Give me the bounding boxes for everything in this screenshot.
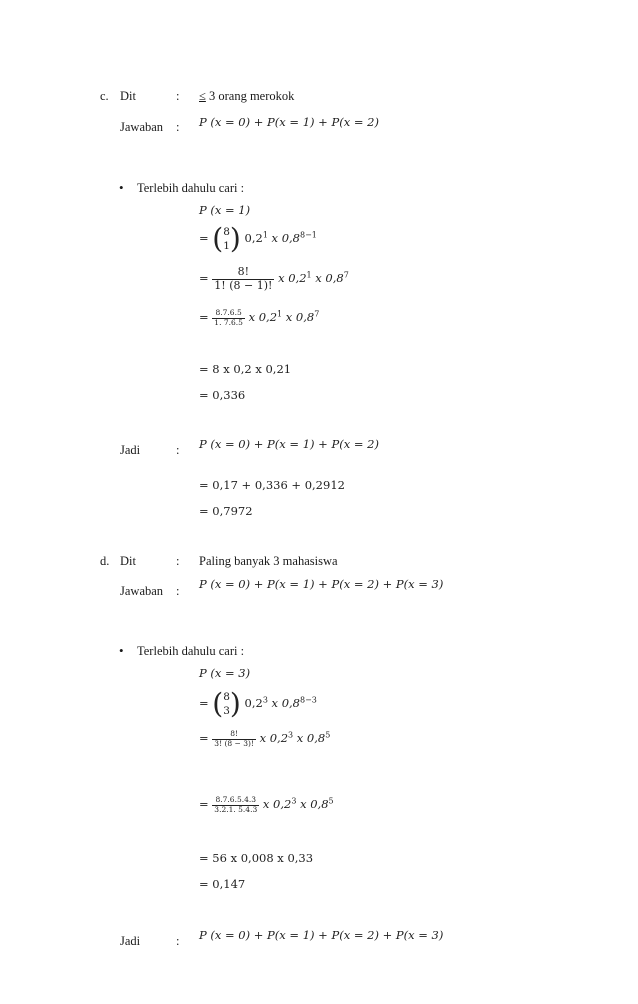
section-c-letter: c.	[100, 89, 109, 103]
section-c-jawaban-expr: P (x = 0) + P(x = 1) + P(x = 2)	[199, 115, 379, 129]
section-c-expanded-line: = $\frac{8.7.6.5}{1. 7.6.5}$ x $0,2^1$ x $0,8^7$	[199, 308, 320, 327]
binom-line-base: 0,2	[244, 696, 263, 711]
binomial-coefficient: (8 3)	[212, 687, 241, 721]
section-d-jadi-label: Jadi	[120, 934, 141, 948]
dit-value-text: 3 orang merokok	[205, 89, 295, 103]
binom-line-exp1: 3	[262, 695, 268, 705]
section-d-product-result: = 0,147	[199, 877, 246, 891]
binom-line-base: 0,2	[244, 231, 263, 246]
factorial-fraction	[212, 266, 274, 292]
section-d-dit-value: Paling banyak 3 mahasiswa	[199, 554, 338, 568]
section-c-dit-label: Dit	[120, 89, 136, 103]
section-c-sum-line: = 0,17 + 0,336 + 0,2912	[199, 478, 345, 492]
section-d-jadi-colon: :	[176, 934, 180, 948]
fraction-denominator: 3.2.1. 5.4.3	[214, 804, 258, 814]
fraction-denominator: 3! (8 − 3)!	[214, 738, 254, 748]
factorial-line-mid: x 0,8	[311, 271, 344, 286]
binom-line-exp2: 8−1	[300, 230, 317, 240]
section-c-jadi-label: Jadi	[120, 443, 141, 457]
factorial-line-exp1: 3	[288, 730, 294, 740]
section-d-px-expr: P (x = 3)	[199, 666, 251, 680]
expanded-line-base: x 0,2	[248, 310, 278, 325]
section-d-factorial-line: = $\frac{8!}{3! (8 - 3)!}$ x $0,2^3$ x $0,8^5$	[199, 729, 331, 748]
section-d-jawaban-colon: :	[176, 584, 180, 598]
section-d-letter: d.	[100, 554, 110, 568]
section-d-jawaban-expr: P (x = 0) + P(x = 1) + P(x = 2) + P(x = 3)	[199, 577, 444, 591]
section-c-jadi-expr: P (x = 0) + P(x = 1) + P(x = 2)	[199, 437, 379, 451]
expanded-line-exp2: 7	[314, 309, 320, 319]
expanded-line-exp1: 3	[291, 796, 297, 806]
section-d-bullet-text: Terlebih dahulu cari :	[137, 644, 245, 658]
fraction-numerator: 8!	[212, 266, 274, 280]
section-c-product-line: = 8 x 0,2 x 0,21	[199, 362, 292, 376]
factorial-line-exp2: 7	[343, 270, 349, 280]
binom-line-exp2: 8−3	[300, 695, 317, 705]
expanded-fraction	[212, 309, 245, 327]
expanded-line-exp2: 5	[328, 796, 334, 806]
fraction-denominator: 1. 7.6.5	[214, 317, 243, 327]
section-c-bullet-text: Terlebih dahulu cari :	[137, 181, 245, 195]
factorial-line-exp1: 1	[306, 270, 312, 280]
expanded-line-base: x 0,2	[262, 797, 292, 812]
section-d-bullet-icon: •	[119, 643, 124, 658]
section-c-factorial-line: = $\frac{8!}{1! (8 - 1)!}$ x $0,2^1$ x $0,8^7$	[199, 265, 349, 292]
fraction-numerator: 8.7.6.5.4.3	[212, 796, 259, 806]
binom-bottom: 1	[223, 240, 230, 253]
section-c-bullet-icon: •	[119, 180, 124, 195]
section-d-dit-colon: :	[176, 554, 180, 568]
section-d-jadi-expr: P (x = 0) + P(x = 1) + P(x = 2) + P(x = 3)	[199, 928, 444, 942]
section-c-jawaban-colon: :	[176, 120, 180, 134]
less-equal-symbol: ≤	[199, 89, 206, 103]
factorial-line-mid: x 0,8	[293, 731, 326, 746]
expanded-line-mid: x 0,8	[282, 310, 315, 325]
factorial-line-base: x 0,2	[278, 271, 307, 286]
factorial-fraction	[212, 730, 256, 748]
fraction-numerator: 8.7.6.5	[212, 309, 245, 319]
binom-top: 8	[223, 226, 230, 238]
section-c-px-expr: P (x = 1)	[199, 203, 251, 217]
fraction-numerator: 8!	[212, 730, 256, 740]
section-d-product-line: = 56 x 0,008 x 0,33	[199, 851, 314, 865]
binomial-coefficient: (8 1)	[212, 222, 241, 256]
binom-line-mid: x 0,8	[267, 231, 300, 246]
binom-top: 8	[223, 691, 230, 703]
factorial-line-base: x 0,2	[259, 731, 289, 746]
section-d-binom-line: = (8 3) $0,2^3$ x $0,8^{8-3}$	[199, 687, 317, 721]
section-d-jawaban-label: Jawaban	[120, 584, 164, 598]
fraction-denominator: 1! (8 − 1)!	[214, 278, 273, 292]
section-c-product-result: = 0,336	[199, 388, 246, 402]
section-c-binom-line: = (8 1) $0,2^1$ x $0,8^{8-1}$	[199, 222, 317, 256]
section-c-final-result: = 0,7972	[199, 504, 253, 518]
section-d-expanded-line: = $\frac{8.7.6.5.4.3}{3.2.1. 5.4.3}$ x $0,2^3$ x $0,8^5$	[199, 795, 334, 814]
factorial-line-exp2: 5	[325, 730, 331, 740]
section-c-dit-value	[199, 89, 294, 104]
section-c-jawaban-label: Jawaban	[120, 120, 164, 134]
expanded-fraction	[212, 796, 259, 814]
expanded-line-mid: x 0,8	[296, 797, 329, 812]
section-c-jadi-colon: :	[176, 443, 180, 457]
binom-line-exp1: 1	[262, 230, 268, 240]
binom-bottom: 3	[223, 705, 230, 718]
binom-line-mid: x 0,8	[267, 696, 300, 711]
section-d-dit-label: Dit	[120, 554, 136, 568]
section-c-dit-colon: :	[176, 89, 180, 103]
expanded-line-exp1: 1	[277, 309, 283, 319]
